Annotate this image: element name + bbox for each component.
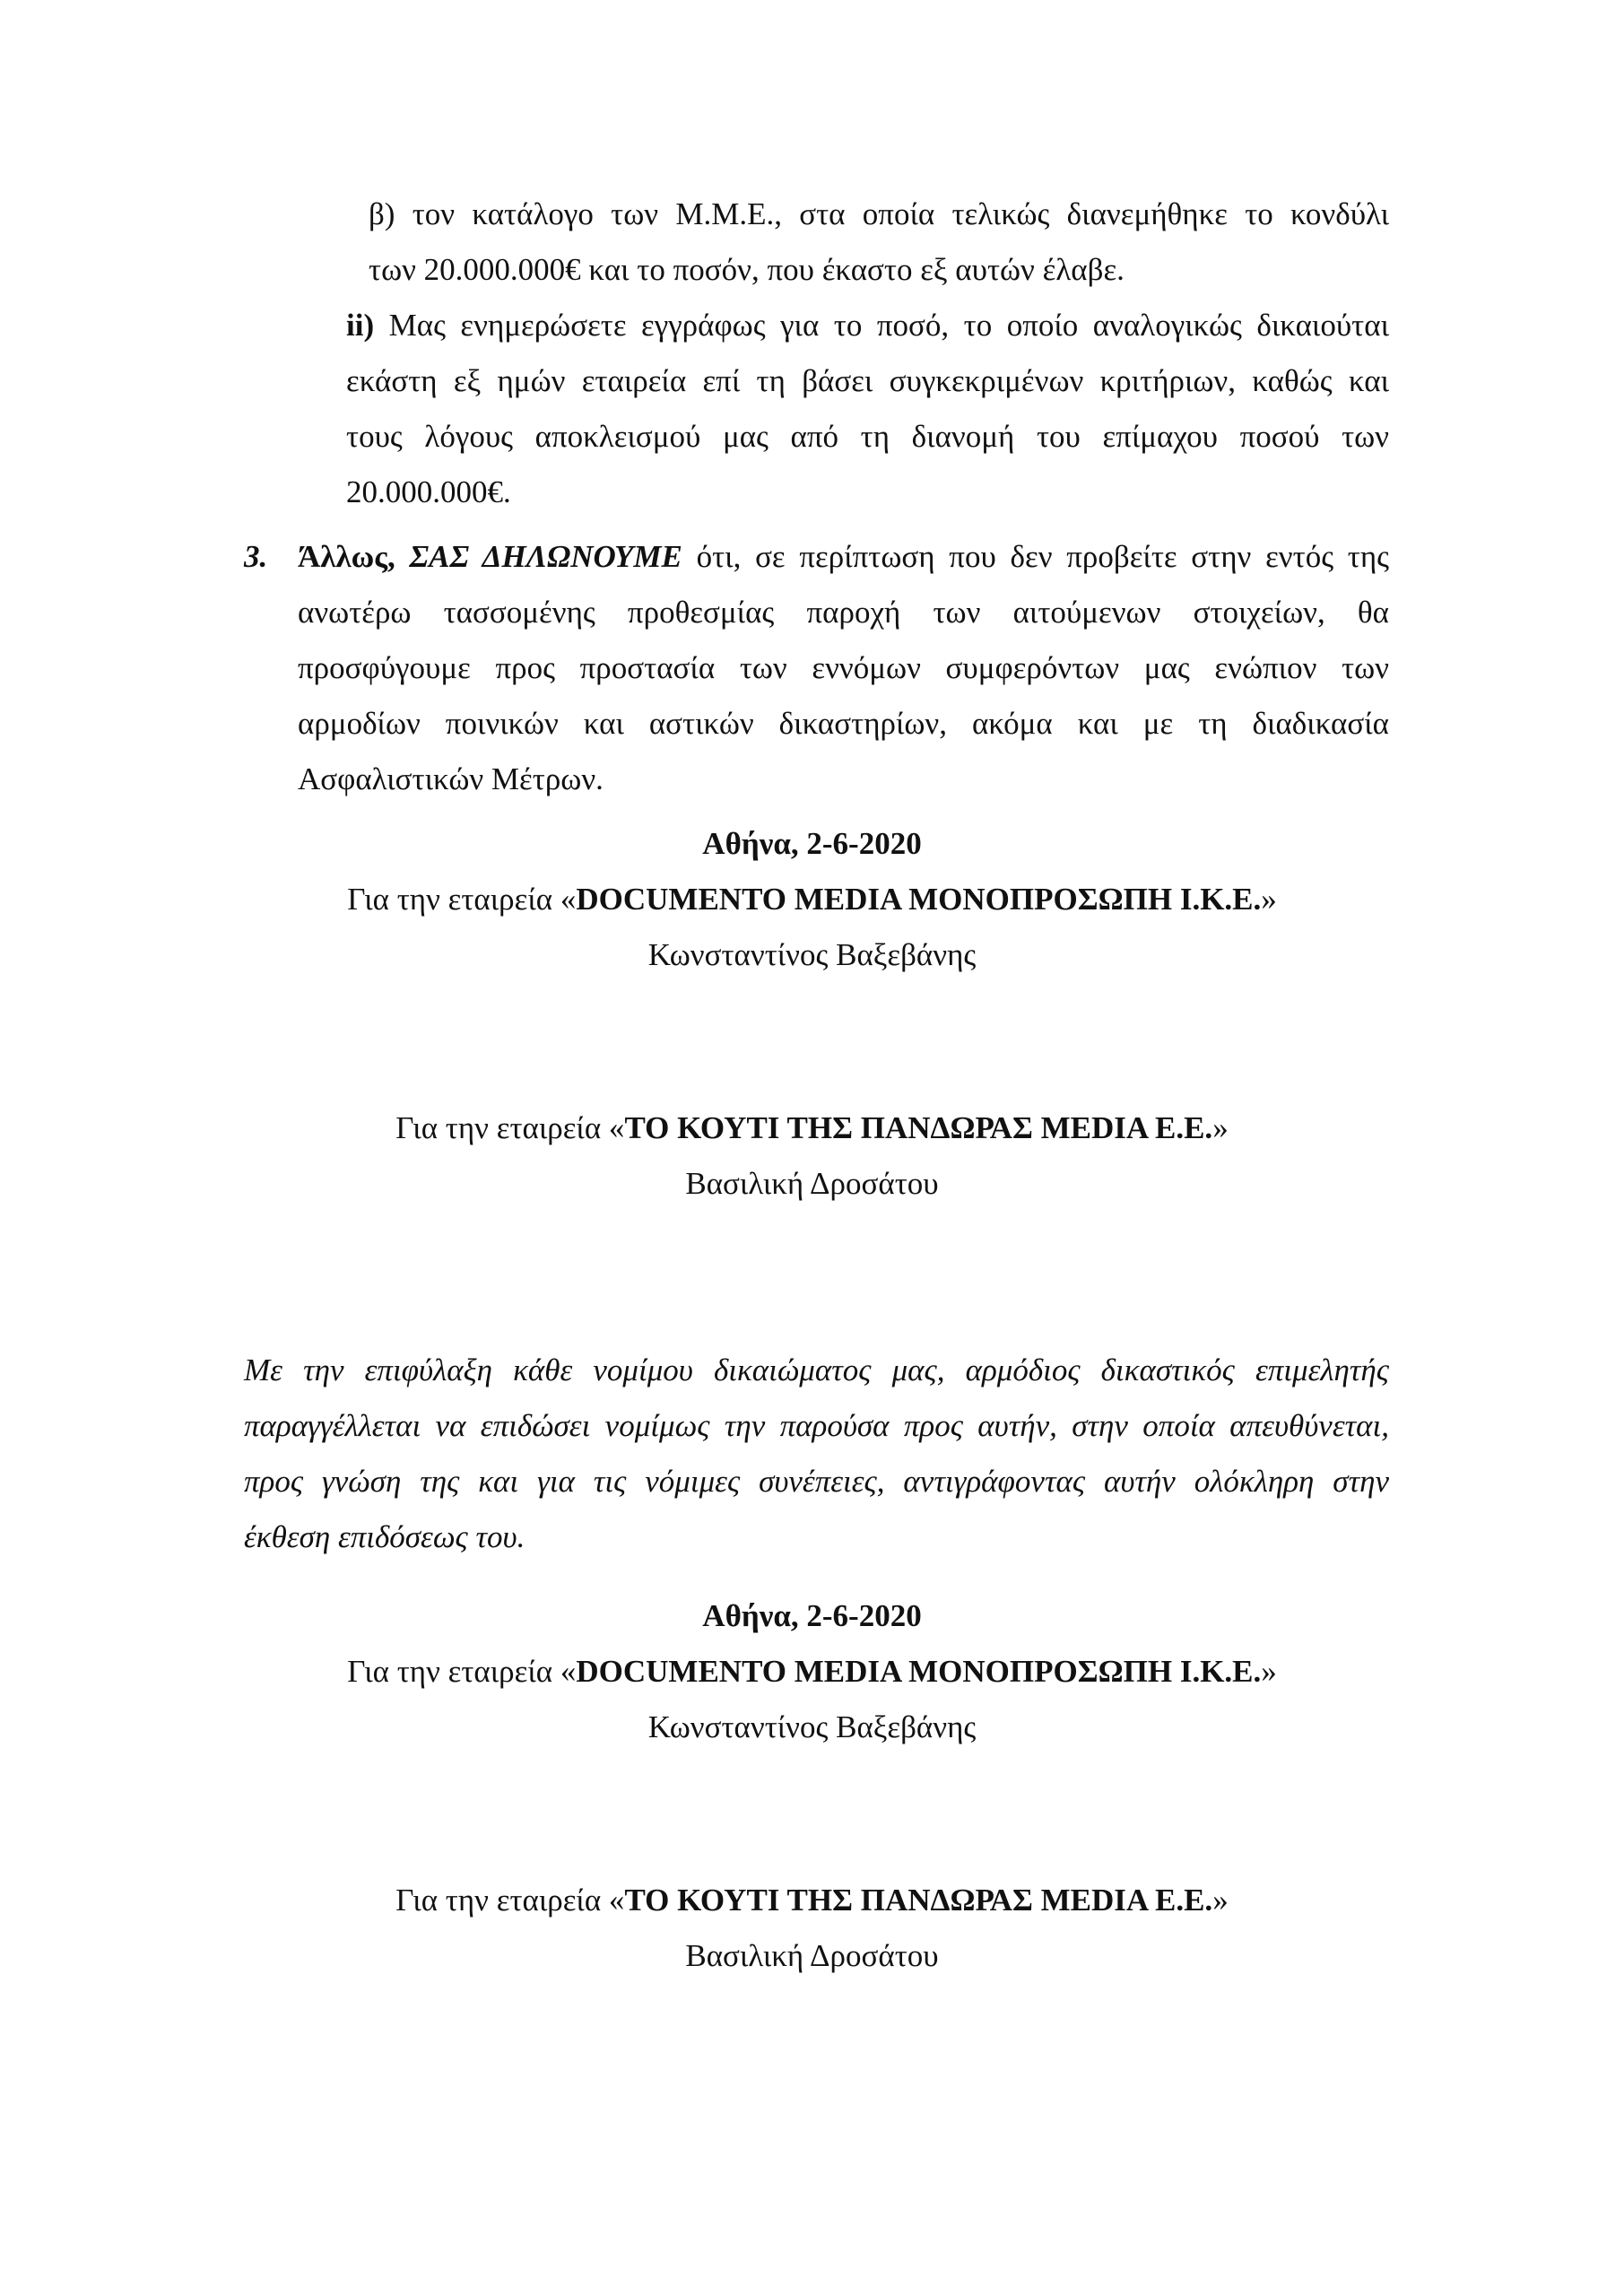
signature-2-company-a-name: DOCUMENTO MEDIA ΜΟΝΟΠΡΟΣΩΠΗ Ι.Κ.Ε. xyxy=(576,1654,1262,1689)
signature-2-company-b-prefix: Για την εταιρεία « xyxy=(395,1883,625,1918)
reservation-line-1: Με την επιφύλαξη κάθε νομίμου δικαιώματος μας, αρμόδιος δικαστικός επιμελητής xyxy=(244,1352,1389,1387)
signature-1-company-b-prefix: Για την εταιρεία « xyxy=(395,1110,625,1145)
signature-1-company-a xyxy=(0,881,1624,918)
signature-1-company-b xyxy=(0,1109,1624,1147)
item-ii-line-4: 20.000.000€. xyxy=(346,474,511,509)
reservation-line-4: έκθεση επιδόσεως του. xyxy=(244,1519,525,1554)
item-3-bold-lead: Άλλως, xyxy=(298,539,410,574)
item-b-line-1: β) τον κατάλογο των Μ.Μ.Ε., στα οποία τελικώς διανεμήθηκε το κονδύλι xyxy=(369,196,1389,231)
item-ii-line-1-text: Μας ενημερώσετε εγγράφως για το ποσό, το οποίο αναλογικώς δικαιούται xyxy=(388,308,1389,343)
signature-2-signer-a: Κωνσταντίνος Βαξεβάνης xyxy=(647,1709,977,1744)
signature-1-company-b-name: ΤΟ ΚΟΥΤΙ ΤΗΣ ΠΑΝΔΩΡΑΣ MEDIA E.E. xyxy=(624,1110,1213,1145)
signature-2-company-b xyxy=(0,1882,1624,1919)
item-3-bold-italic: ΣΑΣ ΔΗΛΩΝΟΥΜΕ xyxy=(409,539,682,574)
reservation-line-3: προς γνώση της και για τις νόμιμες συνέπειες, αντιγράφοντας αυτήν ολόκληρη στην xyxy=(244,1464,1389,1499)
item-3-line-4: αρμοδίων ποινικών και αστικών δικαστηρίων, ακόμα και με τη διαδικασία xyxy=(298,706,1389,741)
signature-2-place-date: Αθήνα, 2-6-2020 xyxy=(702,1598,922,1633)
signature-1-signer-b: Βασιλική Δροσάτου xyxy=(685,1166,939,1201)
signature-2-company-a-suffix: » xyxy=(1261,1654,1277,1689)
item-3-line-1 xyxy=(298,538,1389,576)
signature-1-company-a-prefix: Για την εταιρεία « xyxy=(347,882,577,917)
item-3-line-2: ανωτέρω τασσομένης προθεσμίας παροχή των αιτούμενων στοιχείων, θα xyxy=(298,595,1389,630)
item-3-number: 3. xyxy=(244,539,268,574)
signature-1-company-a-name: DOCUMENTO MEDIA ΜΟΝΟΠΡΟΣΩΠΗ Ι.Κ.Ε. xyxy=(576,882,1262,917)
signature-2-signer-b: Βασιλική Δροσάτου xyxy=(685,1938,939,1973)
item-ii-line-3: τους λόγους αποκλεισμού μας από τη διανομή του επίμαχου ποσού των xyxy=(346,419,1389,454)
signature-2-company-b-name: ΤΟ ΚΟΥΤΙ ΤΗΣ ΠΑΝΔΩΡΑΣ MEDIA E.E. xyxy=(624,1883,1213,1918)
item-3-line-1-rest: ότι, σε περίπτωση που δεν προβείτε στην εντός της xyxy=(682,539,1390,574)
item-ii-line-2: εκάστη εξ ημών εταιρεία επί τη βάσει συγκεκριμένων κριτήριων, καθώς και xyxy=(346,363,1389,398)
item-ii-marker: ii) xyxy=(346,308,375,343)
signature-1-signer-a: Κωνσταντίνος Βαξεβάνης xyxy=(647,937,977,972)
signature-1-company-a-suffix: » xyxy=(1261,882,1277,917)
item-3-line-5: Ασφαλιστικών Μέτρων. xyxy=(298,761,604,796)
item-ii-line-1 xyxy=(346,307,1389,344)
item-3-line-3: προσφύγουμε προς προστασία των εννόμων συμφερόντων μας ενώπιον των xyxy=(298,650,1389,685)
signature-2-company-b-suffix: » xyxy=(1212,1883,1229,1918)
item-b-line-2: των 20.000.000€ και το ποσόν, που έκαστο εξ αυτών έλαβε. xyxy=(369,252,1125,287)
reservation-line-2: παραγγέλλεται να επιδώσει νομίμως την παρούσα προς αυτήν, στην οποία απευθύνεται, xyxy=(244,1408,1389,1443)
signature-1-company-b-suffix: » xyxy=(1212,1110,1229,1145)
signature-2-company-a xyxy=(0,1653,1624,1691)
signature-1-place-date: Αθήνα, 2-6-2020 xyxy=(702,826,922,861)
signature-2-company-a-prefix: Για την εταιρεία « xyxy=(347,1654,577,1689)
